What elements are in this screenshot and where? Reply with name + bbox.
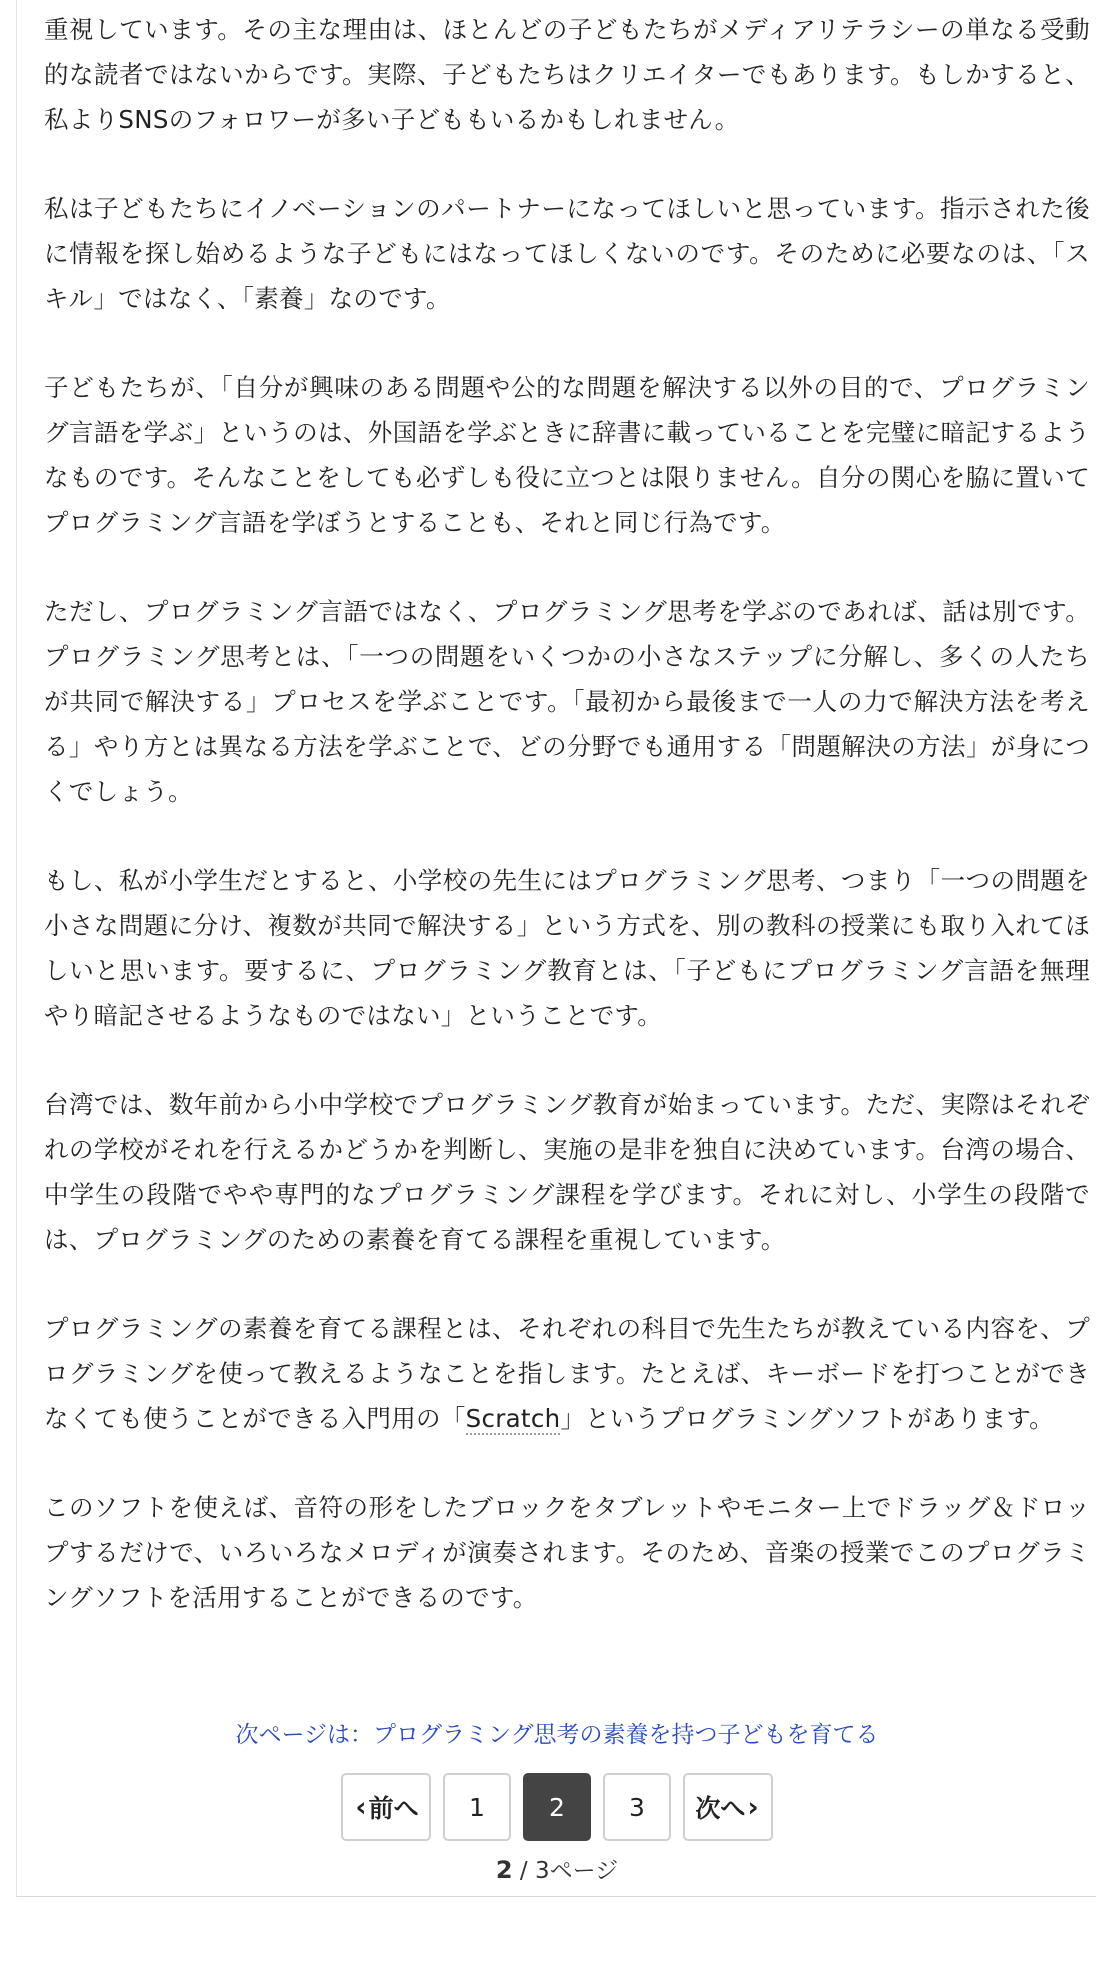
paragraph-text: プログラミングの素養を育てる課程とは、それぞれの科目で先生たちが教えている内容を、プログラミングを使って教えるようなことを指します。たとえば、キーボードを打つことができなくても使うことができる入門用の「 [44,1314,1090,1433]
next-page-button[interactable] [683,1773,773,1841]
page-3-button[interactable]: 3 [603,1773,671,1841]
next-page-label: 次へ [695,1794,746,1823]
article-paragraph: このソフトを使えば、音符の形をしたブロックをタブレットやモニター上でドラッグ＆ドロップするだけで、いろいろなメロディが演奏されます。そのため、音楽の授業でこのプログラミングソフトを活用することができるのです。 [44,1493,1090,1612]
paragraph-text: 」というプログラミングソフトがあります。 [560,1404,1054,1433]
article-paragraph: 私は子どもたちにイノベーションのパートナーになってほしいと思っています。指示された後に情報を探し始めるような子どもにはなってほしくないのです。そのために必要なのは、「スキル」ではなく、「素養」なのです。 [44,194,1090,313]
next-page-link-prefix[interactable]: 次ページは： [235,1722,373,1748]
current-page-number: 2 [495,1856,513,1884]
article-paragraph: 台湾では、数年前から小中学校でプログラミング教育が始まっています。ただ、実際はそれぞれの学校がそれを行えるかどうかを判断し、実施の是非を独自に決めています。台湾の場合、中学生の段階でやや専門的なプログラミング課程を学びます。それに対し、小学生の段階では、プログラミングのための素養を育てる課程を重視しています。 [44,1090,1090,1254]
article-body [44,0,1090,1664]
chevron-left-icon: ‹ [355,1791,367,1823]
next-page-link-title[interactable]: プログラミング思考の素養を持つ子どもを育てる [373,1722,879,1748]
next-page-link[interactable] [17,1720,1097,1750]
article-paragraph: もし、私が小学生だとすると、小学校の先生にはプログラミング思考、つまり「一つの問題を小さな問題に分け、複数が共同で解決する」という方式を、別の教科の授業にも取り入れてほしいと思います。要するに、プログラミング教育とは、「子どもにプログラミング言語を無理やり暗記させるようなものではない」ということです。 [44,866,1090,1030]
prev-page-label: 前へ [368,1794,419,1823]
article-paragraph: 子どもたちが、「自分が興味のある問題や公的な問題を解決する以外の目的で、プログラミング言語を学ぶ」というのは、外国語を学ぶときに辞書に載っていることを完璧に暗記するようなものです。そんなことをしても必ずしも役に立つとは限りません。自分の関心を脇に置いてプログラミング言語を学ぼうとすることも、それと同じ行為です。 [44,373,1090,537]
article-paragraph: ただし、プログラミング言語ではなく、プログラミング思考を学ぶのであれば、話は別です。プログラミング思考とは、「一つの問題をいくつかの小さなステップに分解し、多くの人たちが共同で解決する」プロセスを学ぶことです。「最初から最後まで一人の力で解決方法を考える」やり方とは異なる方法を学ぶことで、どの分野でも通用する「問題解決の方法」が身につくでしょう。 [44,597,1090,806]
total-pages-text: / 3ページ [519,1858,619,1884]
article-paragraph [44,1306,1090,1441]
glossary-term-scratch[interactable]: Scratch [465,1404,561,1433]
page-count [17,1852,1097,1885]
article-paragraph: 重視しています。その主な理由は、ほとんどの子どもたちがメディアリテラシーの単なる受動的な読者ではないからです。実際、子どもたちはクリエイターでもあります。もしかすると、私よりSNSのフォロワーが多い子どももいるかもしれません。 [44,15,1090,134]
article-container [16,0,1096,1897]
page-1-button[interactable]: 1 [443,1773,511,1841]
page-2-button-current[interactable]: 2 [523,1773,591,1841]
pagination [17,1773,1097,1841]
chevron-right-icon: › [747,1791,759,1823]
prev-page-button[interactable] [341,1773,431,1841]
